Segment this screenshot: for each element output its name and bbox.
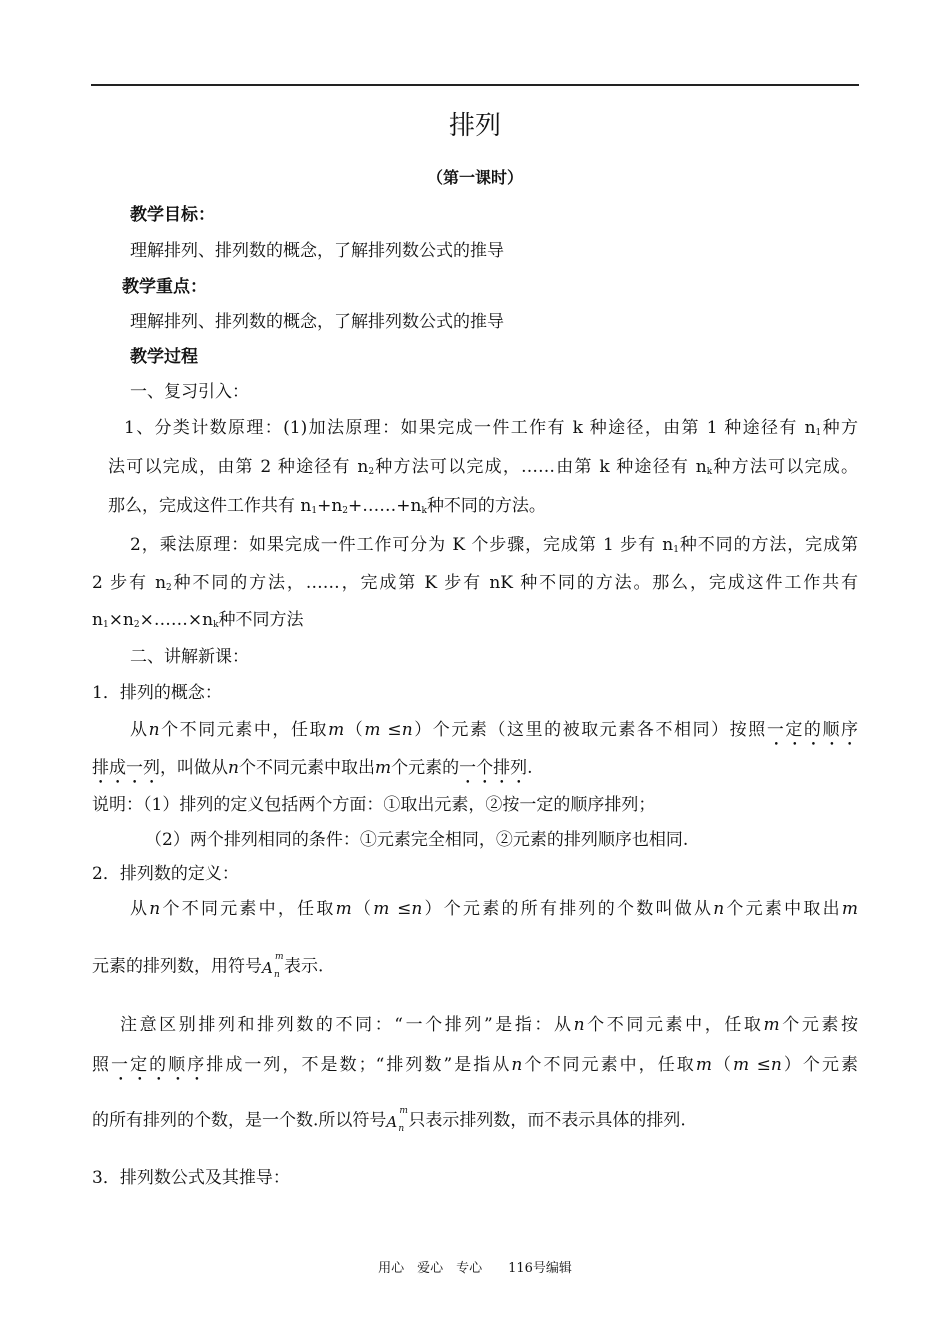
- concept-2-para-line-1: 从n个不同元素中，任取m（m ≤n）个元素的所有排列的个数叫做从n个元素中取出m: [130, 899, 859, 919]
- multiplication-principle-line-2: 2 步有 $n_2$种不同的方法，……，完成第 K 步有 nK 种不同的方法。那么，完成这件工作共有: [92, 573, 858, 593]
- concept-2-title: 2．排列数的定义：: [92, 864, 239, 884]
- page-footer: 用心 爱心 专心 116号编辑: [378, 1261, 572, 1276]
- section-new-lesson-title: 二、讲解新课：: [130, 647, 249, 667]
- multiplication-principle-line-1: 2，乘法原理：如果完成一件工作可分为 K 个步骤，完成第 1 步有 $n_1$种不同的方法，完成第: [130, 535, 858, 555]
- lesson-subtitle: （第一课时）: [426, 168, 523, 187]
- key-text: 理解排列、排列数的概念，了解排列数公式的推导: [130, 312, 504, 332]
- concept-3-title: 3．排列数公式及其推导：: [92, 1168, 290, 1188]
- concept-2-para-line-2: 元素的排列数，用符号 A m n 表示.: [92, 952, 324, 980]
- warning-line-1: 注意区别排列和排列数的不同：“一个排列”是指：从n个不同元素中，任取m个元素按: [120, 1015, 859, 1035]
- note-line-1: 说明：（1）排列的定义包括两个方面：①取出元素，②按一定的顺序排列；: [92, 795, 656, 815]
- page-title: 排列: [448, 111, 501, 141]
- concept-1-para-line-2: 排成一列，叫做从n个不同元素中取出m个元素的一个排列.: [92, 758, 533, 778]
- addition-principle-line-1: 1、分类计数原理：(1)加法原理：如果完成一件工作有 k 种途径，由第 1 种途径有 $n_1$种方: [124, 418, 859, 438]
- permutation-symbol: A m n: [262, 952, 284, 980]
- permutation-symbol-2: A m n: [386, 1106, 408, 1134]
- note-line-2: （2）两个排列相同的条件：①元素完全相同，②元素的排列顺序也相同.: [145, 830, 689, 850]
- warning-line-2: 照一定的顺序排成一列，不是数；“排列数”是指从n个不同元素中，任取m（m ≤n）个元素: [92, 1055, 859, 1075]
- emphasis-ordered: 一定的顺序: [766, 720, 859, 740]
- multiplication-principle-line-3: $n_1\times n_2\times\dots\dots\times n_k$种不同方法: [92, 610, 304, 630]
- concept-1-title: 1．排列的概念：: [92, 683, 222, 703]
- heading-key: 教学重点：: [122, 277, 207, 297]
- concept-1-para-line-1: 从n个不同元素中，任取m（m ≤n）个元素（这里的被取元素各不相同）按照一定的顺序: [130, 720, 859, 740]
- heading-process: 教学过程: [130, 347, 198, 367]
- goal-text: 理解排列、排列数的概念，了解排列数公式的推导: [130, 241, 504, 261]
- heading-goal: 教学目标：: [130, 205, 215, 225]
- emphasis-one-arrangement: 一个排列: [459, 758, 528, 778]
- addition-principle-line-3: 那么，完成这件工作共有 $n_1+n_2+\dots\dots+n_k$种不同的方法。: [108, 496, 546, 516]
- section-review-title: 一、复习引入：: [130, 382, 249, 402]
- emphasis-ordered-2: 一定的顺序: [111, 1055, 207, 1075]
- header-rule: [91, 84, 859, 86]
- warning-line-3: 的所有排列的个数，是一个数.所以符号 A m n 只表示排列数，而不表示具体的排列.: [92, 1106, 686, 1134]
- addition-principle-line-2: 法可以完成，由第 2 种途径有 $n_2$种方法可以完成，……由第 k 种途径有 $n_k$种方法可以完成。: [108, 457, 858, 477]
